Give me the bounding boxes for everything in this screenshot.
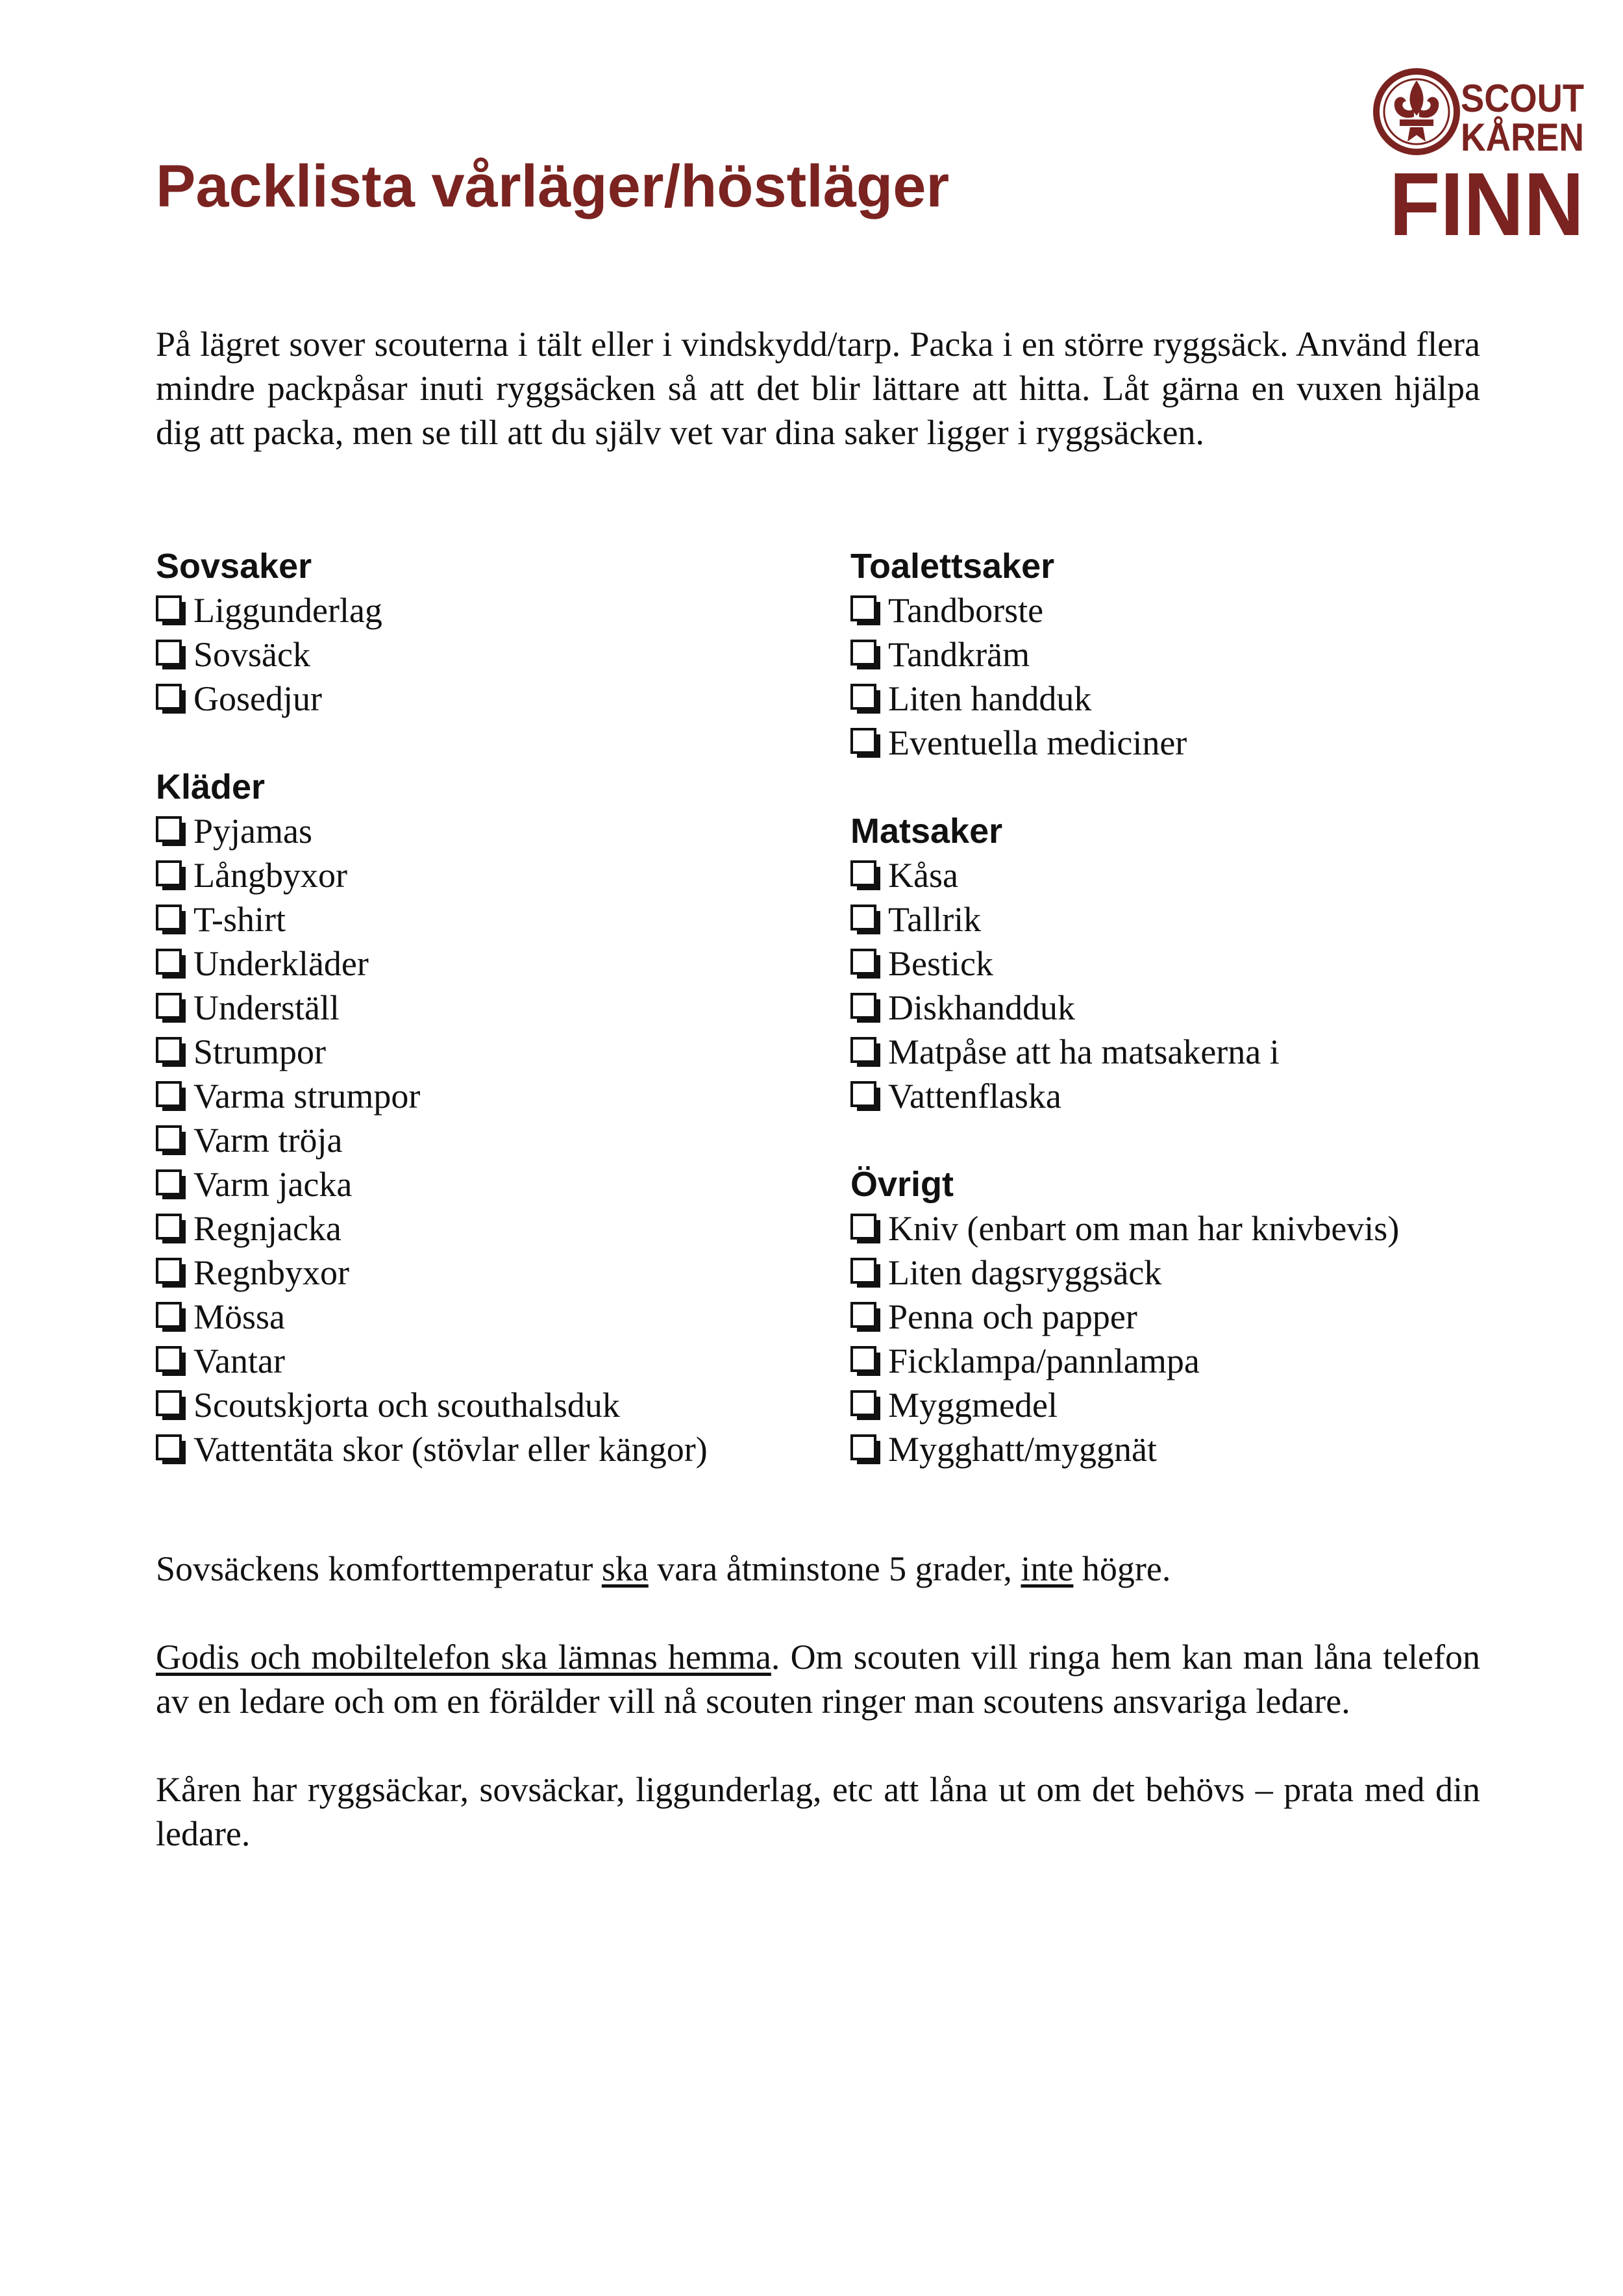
item-label: Penna och papper [888, 1297, 1137, 1336]
checkbox-icon[interactable] [850, 949, 876, 975]
item-label: Scoutskjorta och scouthalsduk [193, 1386, 620, 1425]
checkbox-icon[interactable] [850, 1214, 876, 1240]
checklist-item [156, 1030, 844, 1074]
item-label: Varma strumpor [193, 1077, 421, 1116]
logo-line-karen: KÅREN [1461, 116, 1584, 159]
checklist-item [850, 1030, 1539, 1074]
checklist-item [156, 986, 844, 1030]
item-label: Långbyxor [193, 856, 347, 895]
checklist-item [156, 1251, 844, 1295]
checkbox-icon[interactable] [156, 1302, 182, 1328]
checklist-item [850, 1339, 1539, 1383]
checklist-item [850, 588, 1539, 632]
checklist-item [156, 897, 844, 942]
section-matsaker [850, 809, 1539, 1118]
notes [156, 1547, 1480, 1900]
checkbox-icon[interactable] [850, 684, 876, 710]
checklist-item [850, 986, 1539, 1030]
checklist-item [156, 1427, 844, 1471]
checkbox-icon[interactable] [156, 905, 182, 930]
item-label: Regnbyxor [193, 1253, 349, 1292]
section-heading: Matsaker [850, 812, 1003, 851]
checklist-item [156, 588, 844, 632]
scoutkaren-finn-logo [1370, 65, 1591, 247]
item-label: Kniv (enbart om man har knivbevis) [888, 1209, 1400, 1248]
note-text: vara åtminstone 5 grader, [648, 1549, 1021, 1588]
item-label: Ficklampa/pannlampa [888, 1341, 1200, 1380]
checklist-item [850, 1206, 1539, 1251]
checkbox-icon[interactable] [850, 595, 876, 621]
checkbox-icon[interactable] [156, 1169, 182, 1195]
checklist [850, 588, 1539, 765]
fleur-de-lis-icon [1376, 71, 1457, 152]
checklist-item [156, 853, 844, 897]
checkbox-icon[interactable] [156, 640, 182, 666]
checklist-item [156, 1162, 844, 1206]
checkbox-icon[interactable] [156, 1214, 182, 1240]
checkbox-icon[interactable] [156, 1390, 182, 1416]
item-label: Liten handduk [888, 679, 1092, 718]
checklist [850, 1206, 1539, 1471]
checkbox-icon[interactable] [156, 1081, 182, 1107]
intro-paragraph: På lägret sover scouterna i tält eller i vindskydd/tarp. Packa i en större ryggsäck. Använd flera mindre packpåsar inuti ryggsäcken så att det blir lättare att hitta. Låt gärna en vuxen hjälpa dig att packa, men se till att du själv vet var dina saker ligger i ryggsäcken. [156, 325, 1480, 452]
logo-line-finn: FINN [1389, 155, 1584, 247]
item-label: T-shirt [193, 900, 286, 939]
checkbox-icon[interactable] [156, 860, 182, 886]
item-label: Diskhandduk [888, 988, 1075, 1027]
checklist-item [156, 809, 844, 853]
item-label: Underkläder [193, 944, 369, 983]
checklist-item [850, 942, 1539, 986]
checkbox-icon[interactable] [156, 1037, 182, 1063]
checkbox-icon[interactable] [156, 949, 182, 975]
checklist-item [156, 942, 844, 986]
item-label: Tandborste [888, 591, 1044, 630]
item-label: Eventuella mediciner [888, 723, 1187, 762]
checkbox-icon[interactable] [850, 728, 876, 754]
checkbox-icon[interactable] [850, 1258, 876, 1284]
checkbox-icon[interactable] [850, 1346, 876, 1372]
note-text: Sovsäckens komforttemperatur [156, 1549, 602, 1588]
checklist-item [850, 897, 1539, 942]
checklist-item [156, 1206, 844, 1251]
note-emphasis: inte [1021, 1549, 1074, 1588]
item-label: Sovsäck [193, 635, 310, 674]
checklist-item [850, 1295, 1539, 1339]
section-klader [156, 765, 844, 1471]
checklist-item [850, 1251, 1539, 1295]
checkbox-icon[interactable] [850, 1302, 876, 1328]
checkbox-icon[interactable] [850, 1390, 876, 1416]
item-label: Gosedjur [193, 679, 322, 718]
note-text: . Om scouten vill ringa hem kan man låna telefon av en ledare och om en förälder vill nå scouten ringer man scoutens ansvariga ledare. [156, 1638, 1481, 1721]
checkbox-icon[interactable] [156, 595, 182, 621]
checklist-item [850, 1074, 1539, 1118]
checklist-item [850, 853, 1539, 897]
checkbox-icon[interactable] [156, 684, 182, 710]
item-label: Myggmedel [888, 1386, 1058, 1425]
item-label: Tallrik [888, 900, 982, 939]
checklist-item [156, 1339, 844, 1383]
checklist-item [850, 677, 1539, 721]
item-label: Regnjacka [193, 1209, 341, 1248]
checklist-item [156, 632, 844, 677]
section-heading: Sovsaker [156, 547, 312, 586]
item-label: Matpåse att ha matsakerna i [888, 1032, 1280, 1071]
note-emphasis: Godis och mobiltelefon ska lämnas hemma [156, 1638, 771, 1677]
item-label: Pyjamas [193, 812, 312, 851]
section-heading: Övrigt [850, 1165, 954, 1204]
left-column [156, 544, 844, 1516]
item-label: Vattentäta skor (stövlar eller kängor) [193, 1430, 708, 1469]
checkbox-icon[interactable] [850, 905, 876, 930]
checklist-item [156, 677, 844, 721]
item-label: Liten dagsryggsäck [888, 1253, 1162, 1292]
checklist-item [156, 1074, 844, 1118]
section-sovsaker [156, 544, 844, 721]
item-label: Underställ [193, 988, 340, 1027]
item-label: Mygghatt/myggnät [888, 1430, 1157, 1469]
item-label: Varm tröja [193, 1121, 343, 1160]
checkbox-icon[interactable] [156, 1258, 182, 1284]
checkbox-icon[interactable] [156, 1346, 182, 1372]
item-label: Tandkräm [888, 635, 1030, 674]
temperature-note [156, 1547, 1480, 1591]
checkbox-icon[interactable] [850, 860, 876, 886]
checkbox-icon[interactable] [850, 1037, 876, 1063]
item-label: Varm jacka [193, 1165, 353, 1204]
checklist-item [850, 1427, 1539, 1471]
section-heading: Kläder [156, 767, 266, 806]
checkbox-icon[interactable] [850, 640, 876, 666]
logo-line-scout: SCOUT [1461, 77, 1584, 120]
checkbox-icon[interactable] [156, 816, 182, 842]
section-toalettsaker [850, 544, 1539, 765]
checklist-item [850, 632, 1539, 677]
checkbox-icon[interactable] [156, 1125, 182, 1151]
checklist-item [156, 1118, 844, 1162]
checklist [156, 588, 844, 721]
checklist-item [156, 1383, 844, 1427]
section-heading: Toalettsaker [850, 547, 1055, 586]
item-label: Bestick [888, 944, 993, 983]
note-emphasis: ska [601, 1549, 649, 1588]
checklist-item [850, 721, 1539, 765]
checkbox-icon[interactable] [156, 1434, 182, 1460]
section-ovrigt [850, 1162, 1539, 1471]
checkbox-icon[interactable] [156, 993, 182, 1019]
item-label: Kåsa [888, 856, 958, 895]
item-label: Liggunderlag [193, 591, 382, 630]
checklist-item [156, 1295, 844, 1339]
item-label: Mössa [193, 1297, 286, 1336]
right-column [850, 544, 1539, 1516]
item-label: Vantar [193, 1341, 285, 1380]
checklist [850, 853, 1539, 1118]
page-title: Packlista vårläger/höstläger [156, 153, 950, 219]
checkbox-icon[interactable] [850, 993, 876, 1019]
note-text: högre. [1073, 1549, 1171, 1588]
checklist-item [850, 1383, 1539, 1427]
candy-phone-note [156, 1635, 1480, 1723]
lending-note: Kåren har ryggsäckar, sovsäckar, liggunderlag, etc att låna ut om det behövs – prata med din ledare. [156, 1770, 1480, 1853]
item-label: Vattenflaska [888, 1077, 1061, 1116]
item-label: Strumpor [193, 1032, 327, 1071]
checkbox-icon[interactable] [850, 1081, 876, 1107]
checklist [156, 809, 844, 1471]
checkbox-icon[interactable] [850, 1434, 876, 1460]
